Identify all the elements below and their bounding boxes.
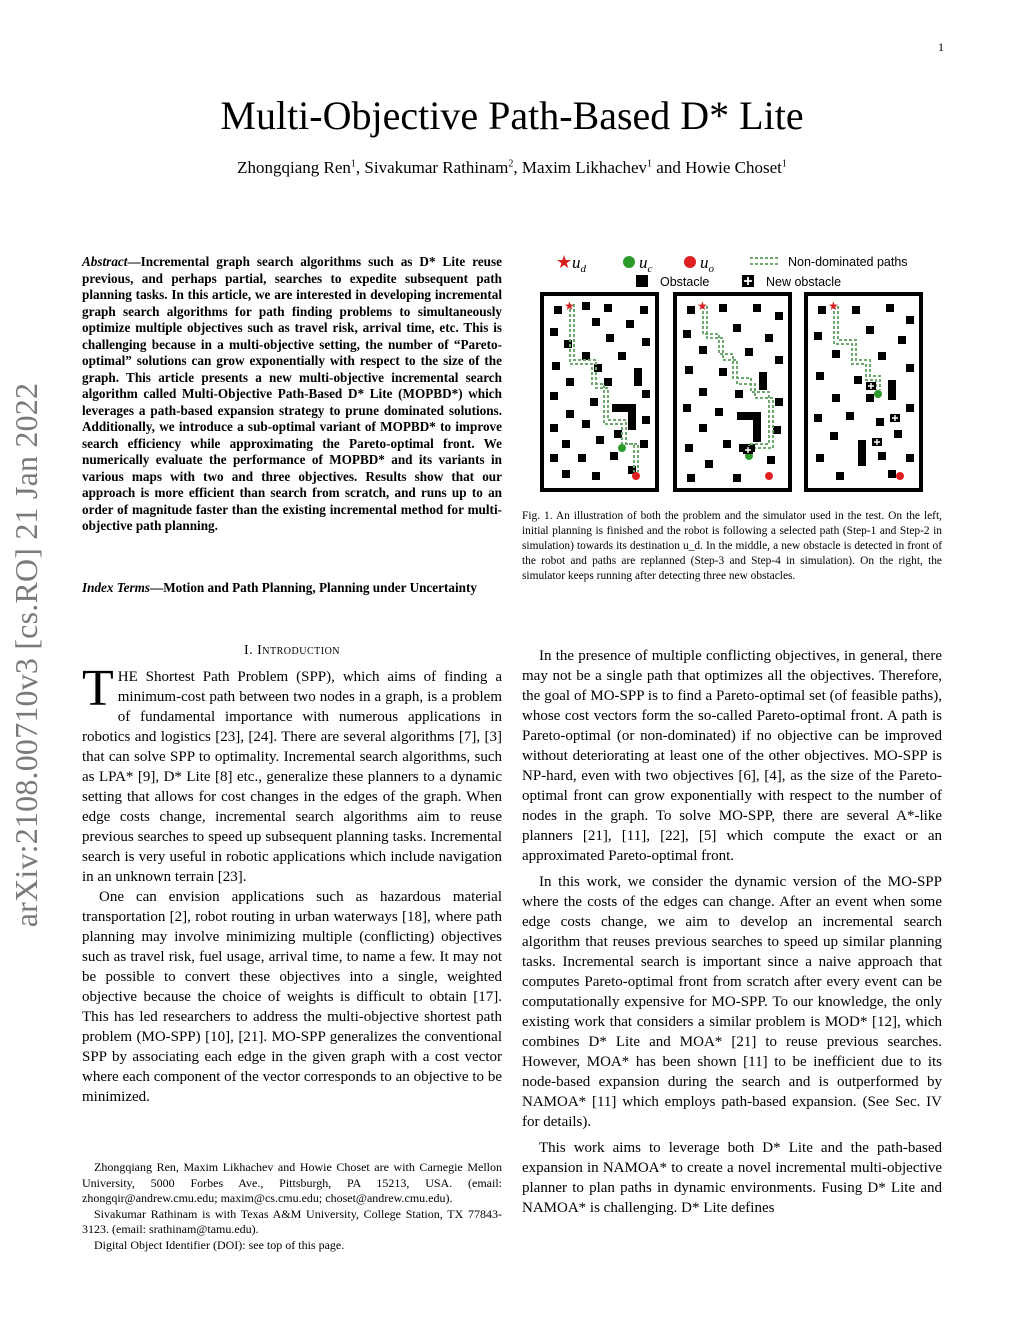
author-list — [0, 158, 1024, 178]
footnotes — [82, 1160, 502, 1253]
obstacle-icon — [636, 275, 648, 287]
index-terms — [82, 580, 502, 597]
author-name: Howie Choset — [685, 158, 782, 177]
legend-uo: $u_o$ — [700, 253, 714, 275]
arxiv-identifier[interactable]: arXiv:2108.00710v3 [cs.RO] 21 Jan 2022 — [8, 382, 44, 928]
origin-node-icon — [684, 256, 696, 268]
figure-1 — [540, 250, 940, 500]
abstract-text: —Incremental graph search algorithms such as D* Lite reuse previous, and perhaps partial, searches to expedite subsequent path planning tasks. In this article, we are interested in developing incremental graph search algorithms for path finding problems to simultaneously optimize multiple objectives such as travel risk, arrival time, etc. This is challenging because in a multi-objective setting, the number of “Pareto-optimal” solutions can grow exponentially with respect to the size of the graph. This article presents a new multi-objective incremental search algorithm called Multi-Objective Path-Based D* Lite (MOPBD*) which leverages a path-based expansion strategy to prune dominated solutions. Additionally, we introduce a sub-optimal variant of MOPBD* to improve search efficiency while approximating the Pareto-optimal front. We numerically evaluate the performance of MOPBD* and its variants in various maps with two and three objectives. Results show that our approach is more efficient than search from scratch, and runs up to an order of magnitude faster than the existing incremental method for multi-objective path planning. — [82, 254, 502, 533]
svg-text:★: ★ — [697, 299, 708, 313]
figure-legend — [556, 252, 908, 289]
affiliation-mark: 1 — [647, 158, 653, 170]
legend-obstacle-label: Obstacle — [660, 275, 710, 289]
affiliation-mark: 1 — [781, 158, 787, 170]
author-separator: , — [513, 158, 522, 177]
author-name: Maxim Likhachev — [521, 158, 648, 177]
paper-title: Multi-Objective Path-Based D* Lite — [220, 93, 804, 138]
right-paragraph-2: In this work, we consider the dynamic version of the MO-SPP where the costs of the edges can change. After an event when some edge costs change, we aim to develop an incremental search algorithm that reuses previous searches to speed up similar planning tasks. Incremental search is important since a naive approach that computes Pareto-optimal front from scratch after every event can be computationally expensive for MO-SPP. To our knowledge, the only existing work that considers a similar problem is MOD* [12], which combines D* Lite and MOA* [21] to reuse previous searches. However, MOA* has been shown [11] to be inefficient due to its node-based expansion during the search and is outperformed by NAMOA* [11] which employs path-based expansion. (See Sec. IV for details). — [522, 874, 942, 1130]
index-terms-text: —Motion and Path Planning, Planning under Uncertainty — [150, 580, 477, 595]
footnote: Zhongqiang Ren, Maxim Likhachev and Howie Choset are with Carnegie Mellon University, 5000 Forbes Ave., Pittsburgh, PA 15213, USA. (email: zhongqir@andrew.cmu.edu; maxim@cs.cmu.edu; choset@andrew.cmu.edu). — [82, 1160, 502, 1205]
star-icon: ★ — [556, 252, 573, 272]
svg-text:★: ★ — [828, 299, 839, 313]
author-separator: and — [652, 158, 686, 177]
page-number: 1 — [938, 40, 944, 54]
affiliation-mark: 1 — [350, 158, 356, 170]
figure-caption: Fig. 1. An illustration of both the problem and the simulator used in the test. On the left, initial planning is finished and the robot is following a selected path (Step-1 and Step-2 in simulation) towards its destination u_d. In the middle, a new obstacle is detected in front of the robot and paths are replanned (Step-3 and Step-4 in simulation). On the right, the simulator keeps running after detecting three new obstacles. — [522, 510, 942, 582]
svg-text:★: ★ — [564, 299, 575, 313]
affiliation-mark: 2 — [508, 158, 514, 170]
drop-cap: T — [82, 660, 114, 717]
legend-ud: $u_d$ — [572, 253, 586, 275]
map-panel-middle — [675, 294, 790, 490]
abstract — [82, 254, 502, 535]
right-paragraph-1: In the presence of multiple conflicting objectives, in general, there may not be a single path that optimizes all the objectives. Therefore, the goal of MO-SPP is to find a Pareto-optimal set (of feasible paths), whose cost vectors form the so-called Pareto-optimal front. A path is Pareto-optimal (or non-dominated) if no objective can be improved without deteriorating at least one of the other objectives. MO-SPP is NP-hard, even with two objectives [6], [4], as the size of the Pareto-optimal front can grow exponentially with respect to the number of nodes in the graph. To solve MO-SPP, there are several A*-like planners [21], [11], [22], [5] which compute the exact or an approximated Pareto-optimal front. — [522, 648, 942, 864]
map-panel-left — [542, 294, 657, 490]
section-heading: I. Introduction — [243, 643, 341, 658]
intro-paragraph-1 — [82, 660, 502, 887]
intro-paragraph-1-text: HE Shortest Path Problem (SPP), which aims of finding a minimum-cost path between two nodes in a graph, is a problem of fundamental importance with numerous applications in robotics and logistics [23], [24]. There are several algorithms [7], [3] that can solve SPP to optimality. Incremental search algorithms, such as LPA* [9], D* Lite [8] etc., generalize these planners to a dynamic setting that allows for cost changes in the edges of the graph. When edge costs change, incremental search algorithms aim to reuse previous searches to speed up subsequent planning tasks. Incremental search is very useful in robotic applications which include navigation in an unknown terrain [23]. — [82, 669, 502, 885]
figure-1-graphic — [540, 250, 940, 500]
author-separator: , — [355, 158, 365, 177]
right-column-text — [522, 646, 942, 1218]
introduction-text — [82, 660, 502, 1107]
map-panel-right — [806, 294, 921, 490]
legend-uc: $u_c$ — [639, 253, 653, 275]
current-node-icon — [623, 256, 635, 268]
right-paragraph-3: This work aims to leverage both D* Lite and the path-based expansion in NAMOA* to create a novel incremental multi-objective planner to plan paths in dynamic environments. Fusing D* Lite and NAMOA* is challenging. D* Lite defines — [522, 1140, 942, 1216]
footnote: Digital Object Identifier (DOI): see top of this page. — [94, 1237, 345, 1252]
intro-paragraph-2: One can envision applications such as hazardous material transportation [2], robot routing in urban waterways [18], where path planning may involve minimizing multiple (conflicting) objectives such as travel risk, fuel usage, arrival time, to name a few. It may not be possible to convert these objectives into a single, weighted objective because the choice of weights is difficult to obtain [17]. This has led researchers to address the multi-objective shortest path problem (MO-SPP) [10], [21]. MO-SPP generalizes the conventional SPP by associating each edge in the given graph with a cost vector where each component of the vector corresponds to an objective to be minimized. — [82, 889, 502, 1105]
legend-new-obstacle-label: New obstacle — [766, 275, 842, 289]
abstract-label: Abstract — [82, 254, 128, 269]
footnote: Sivakumar Rathinam is with Texas A&M University, College Station, TX 77843-3123. (email: srathinam@tamu.edu). — [82, 1206, 502, 1236]
author-name: Zhongqiang Ren — [237, 158, 351, 177]
legend-nondominated-label: Non-dominated paths — [788, 255, 908, 269]
author-name: Sivakumar Rathinam — [364, 158, 509, 177]
index-terms-label: Index Terms — [82, 580, 151, 595]
